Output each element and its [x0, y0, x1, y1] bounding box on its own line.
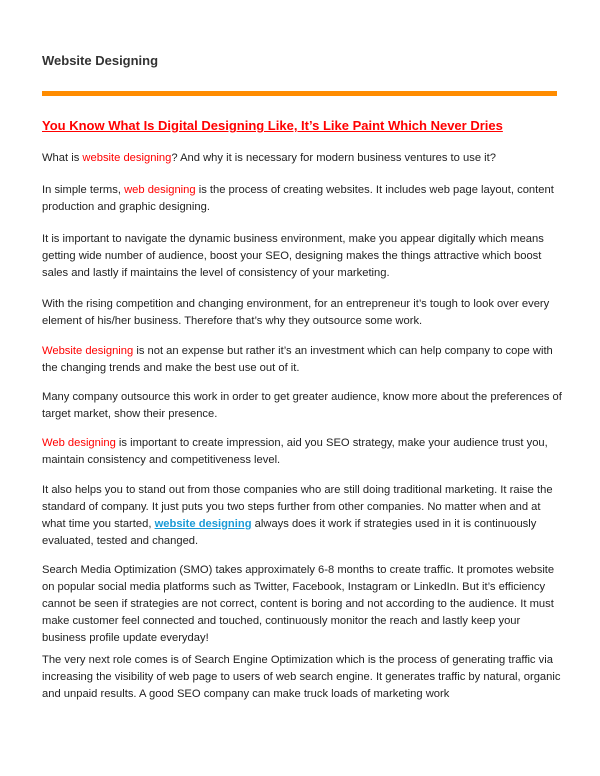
paragraph-text: In simple terms,	[42, 184, 125, 196]
paragraph-8	[42, 482, 562, 550]
paragraph-10: The very next role comes is of Search Engine Optimization which is the process of generating traffic via increasing the visibility of web page to users of web search engine. It generates traffic by natural, organic and unpaid results. A good SEO company can make truck loads of marketing work	[42, 654, 561, 700]
paragraph-text: is the process of creating websites. It includes web page layout, content production and graphic designing.	[42, 184, 554, 213]
website-designing-link[interactable]: website designing	[82, 152, 172, 164]
paragraph-5	[42, 343, 562, 377]
paragraph-3: It is important to navigate the dynamic business environment, make you appear digitally which means getting wide number of audience, boost your SEO, designing makes the things attractive which boost sales and lastly if maintains the level of consistency of your marketing.	[42, 233, 544, 279]
paragraph-7	[42, 435, 562, 469]
web-designing-link[interactable]: web designing	[124, 184, 196, 196]
paragraph-text: What is	[42, 152, 83, 164]
paragraph-6: Many company outsource this work in order to get greater audience, know more about the preferences of target market, show their presence.	[42, 391, 562, 420]
orange-divider	[42, 91, 557, 96]
page-title: Website Designing	[42, 53, 159, 68]
paragraph-text: always does it work if strategies used in it is continuously evaluated, tested and changed.	[42, 518, 537, 547]
web-designing-link[interactable]: Web designing	[42, 437, 116, 449]
paragraph-text: ? And why it is necessary for modern business ventures to use it?	[171, 152, 496, 164]
paragraph-9: Search Media Optimization (SMO) takes approximately 6-8 months to create traffic. It promotes website on popular social media platforms such as Twitter, Facebook, Instagram or LinkedIn. But it’s efficiency cannot be seen if strategies are not correct, content is boring and not according to the audience. It must make customer feel connected and touched, continuously monitor the reach and lastly keep your business profile update everyday!	[42, 564, 555, 644]
website-designing-link[interactable]: website designing	[154, 518, 252, 530]
website-designing-link[interactable]: Website designing	[42, 345, 134, 357]
paragraph-4: With the rising competition and changing environment, for an entrepreneur it’s tough to look over every element of his/her business. Therefore that’s why they outsource some work.	[42, 298, 550, 327]
article-heading: You Know What Is Digital Designing Like, It’s Like Paint Which Never Dries	[42, 118, 503, 133]
paragraph-1	[42, 150, 562, 167]
paragraph-text: is important to create impression, aid you SEO strategy, make your audience trust you, maintain consistency and competitiveness level.	[42, 437, 548, 466]
paragraph-2	[42, 182, 562, 216]
paragraph-text: is not an expense but rather it’s an investment which can help company to cope with the changing trends and make the best use out of it.	[42, 345, 553, 374]
paragraph-text: It also helps you to stand out from those companies who are still doing traditional marketing. It raise the standard of company. It just puts you two steps further from other companies. No matter when and at what time you started,	[42, 484, 553, 530]
